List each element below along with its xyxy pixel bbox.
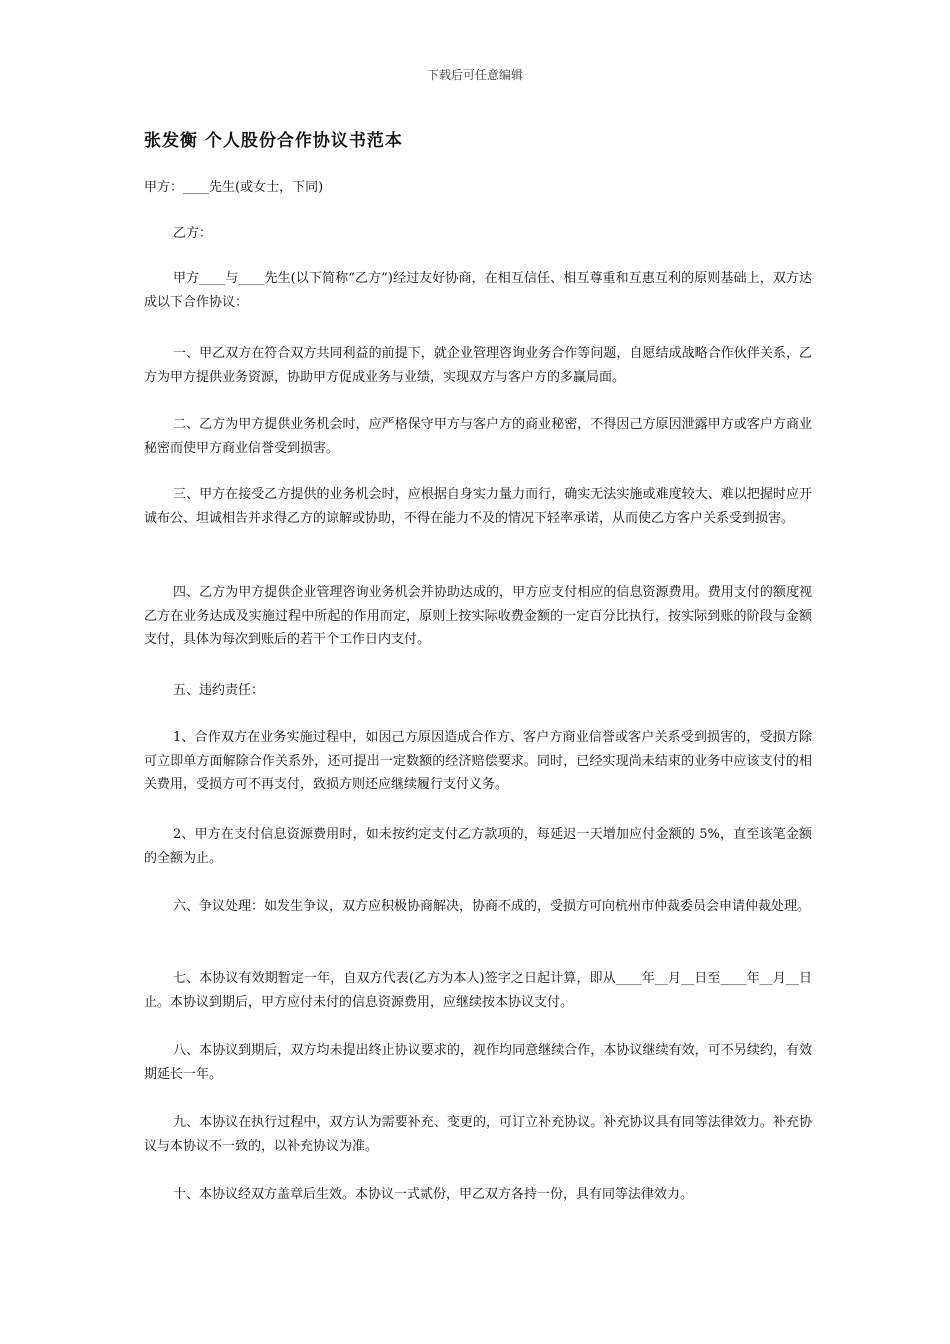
clause-10-paragraph: 十、本协议经双方盖章后生效。本协议一式贰份，甲乙双方各持一份，具有同等法律效力。 xyxy=(173,1187,694,1202)
clause-1-paragraph: 一、甲乙双方在符合双方共同利益的前提下，就企业管理咨询业务合作等问题，自愿结成战略合作伙伴关系，乙方为甲方提供业务资源，协助甲方促成业务与业绩，实现双方与客户方的多赢局面。 xyxy=(144,346,812,385)
clause-7-paragraph: 七、本协议有效期暂定一年，自双方代表(乙方为本人)签字之日起计算，即从____年__月__日至____年__月__日止。本协议到期后，甲方应付未付的信息资源费用，应继续按本协议支付。 xyxy=(144,971,812,1010)
clause-5-item-1-paragraph: 1、合作双方在业务实施过程中，如因己方原因造成合作方、客户方商业信誉或客户关系受到损害的，受损方除可立即单方面解除合作关系外，还可提出一定数额的经济赔偿要求。同时，已经实现尚未结束的业务中应该支付的相关费用，受损方可不再支付，致损方则还应继续履行支付义务。 xyxy=(144,730,812,792)
header-note: 下载后可任意编辑 xyxy=(426,68,523,82)
clause-3-paragraph: 三、甲方在接受乙方提供的业务机会时，应根据自身实力量力而行，确实无法实施或难度较大、难以把握时应开诚布公、坦诚相告并求得乙方的谅解或协助，不得在能力不及的情况下轻率承诺，从而使乙方客户关系受到损害。 xyxy=(144,487,812,526)
party-a-line: 甲方：____先生(或女士，下同) xyxy=(144,180,324,195)
clause-9-paragraph: 九、本协议在执行过程中，双方认为需要补充、变更的，可订立补充协议。补充协议具有同等法律效力。补充协议与本协议不一致的，以补充协议为准。 xyxy=(144,1115,812,1154)
clause-8-paragraph: 八、本协议到期后，双方均未提出终止协议要求的，视作均同意继续合作，本协议继续有效，可不另续约，有效期延长一年。 xyxy=(144,1043,812,1082)
clause-6-paragraph: 六、争议处理：如发生争议，双方应积极协商解决，协商不成的，受损方可向杭州市仲裁委员会申请仲裁处理。 xyxy=(173,899,811,914)
preamble-paragraph: 甲方____与____先生(以下简称“乙方”)经过友好协商，在相互信任、相互尊重和互惠互利的原则基础上，双方达成以下合作协议： xyxy=(144,271,812,310)
clause-5-heading: 五、违约责任： xyxy=(173,683,265,698)
document-title: 张发衡 个人股份合作协议书范本 xyxy=(144,131,403,151)
clause-4-paragraph: 四、乙方为甲方提供企业管理咨询业务机会并协助达成的，甲方应支付相应的信息资源费用。费用支付的额度视乙方在业务达成及实施过程中所起的作用而定，原则上按实际收费金额的一定百分比执行，按实际到账的阶段与金额支付，具体为每次到账后的若干个工作日内支付。 xyxy=(144,585,812,647)
clause-2-paragraph: 二、乙方为甲方提供业务机会时，应严格保守甲方与客户方的商业秘密，不得因己方原因泄露甲方或客户方商业秘密而使甲方商业信誉受到损害。 xyxy=(144,417,812,456)
party-b-line: 乙方： xyxy=(173,226,213,241)
clause-5-item-2-paragraph: 2、甲方在支付信息资源费用时，如未按约定支付乙方款项的，每延迟一天增加应付金额的 5%，直至该笔金额的全额为止。 xyxy=(144,827,812,866)
